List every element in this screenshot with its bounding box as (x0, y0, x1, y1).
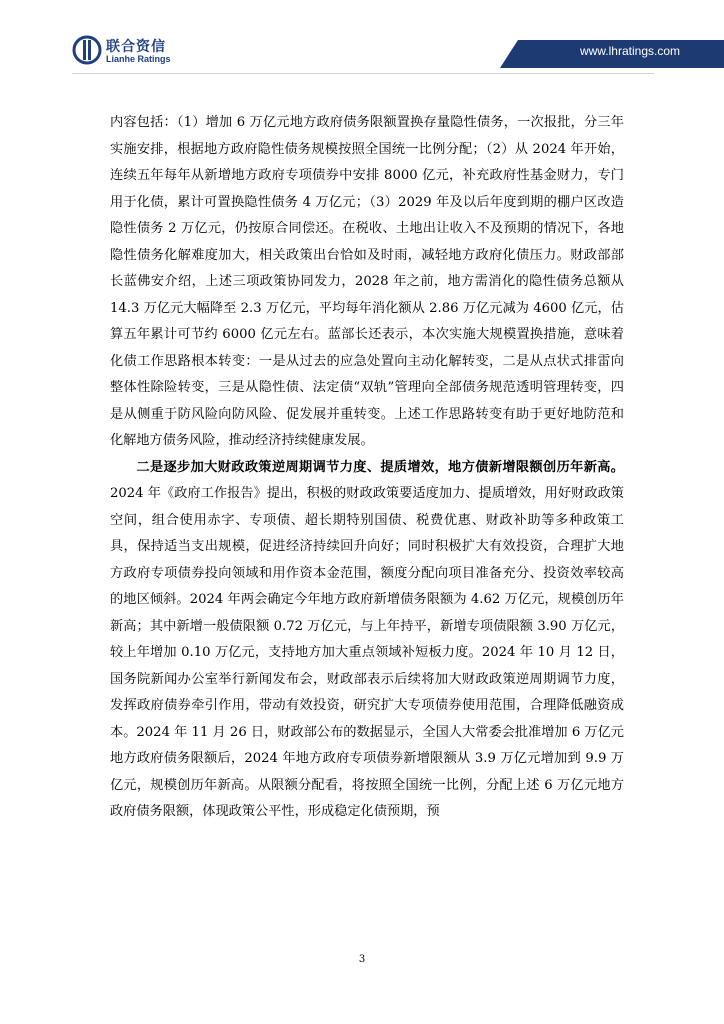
document-body (110, 110, 624, 826)
page-header (0, 0, 724, 80)
brand-name-en: Lianhe Ratings (106, 54, 171, 64)
brand-name-cn: 联合资信 (106, 39, 166, 55)
website-url[interactable]: www.lhratings.com (579, 44, 680, 58)
paragraph-continued: 内容包括：（1）增加 6 万亿元地方政府债务限额置换存量隐性债务，一次报批，分三年实施安排，根据地方政府隐性债务规模按照全国统一比例分配；（2）从 2024 年开始，连续五年每年从新增地方政府专项债券中安排 8000 亿元，补充政府性基金财力，专门用于化债，累计可置换隐性债务 4 万亿元；（3）2029 年及以后年度到期的棚户区改造隐性债务 2 万亿元，仍按原合同偿还。在税收、土地出让收入不及预期的情况下，各地隐性债务化解难度加大，相关政策出台恰如及时雨，减轻地方政府化债压力。财政部部长蓝佛安介绍，上述三项政策协同发力，2028 年之前，地方需消化的隐性债务总额从 14.3 万亿元大幅降至 2.3 万亿元，平均每年消化额从 2.86 万亿元减为 4600 亿元，估算五年累计可节约 6000 亿元左右。蓝部长还表示，本次实施大规模置换措施，意味着化债工作思路根本转变：一是从过去的应急处置向主动化解转变，二是从点状式排雷向整体性除险转变，三是从隐性债、法定债“双轨”管理向全部债务规范透明管理转变，四是从侧重于防风险向防风险、促发展并重转变。上述工作思路转变有助于更好地防范和化解地方债务风险，推动经济持续健康发展。 (110, 115, 624, 448)
page-number: 3 (358, 954, 366, 965)
paragraph-lead-bold: 二是逐步加大财政政策逆周期调节力度、提质增效，地方债新增限额创历年新高。 (136, 459, 624, 475)
header-divider (72, 73, 654, 74)
lianhe-logo-icon (72, 35, 102, 65)
paragraph-policy (110, 455, 624, 826)
paragraph-text: 2024 年《政府工作报告》提出，积极的财政政策要适度加力、提质增效，用好财政政策空间，组合使用赤字、专项债、超长期特别国债、税费优惠、财政补助等多种政策工具，保持适当支出规模，促进经济持续回升向好；同时积极扩大有效投资，合理扩大地方政府专项债券投向领域和用作资本金范围，额度分配向项目准备充分、投资效率较高的地区倾斜。2024 年两会确定今年地方政府新增债务限额为 4.62 万亿元，规模创历年新高；其中新增一般债限额 0.72 万亿元，与上年持平，新增专项债限额 3.90 万亿元，较上年增加 0.10 万亿元，支持地方加大重点领域补短板力度。2024 年 10 月 12 日，国务院新闻办公室举行新闻发布会，财政部表示后续将加大财政政策逆周期调节力度，发挥政府债券牵引作用，带动有效投资，研究扩大专项债券使用范围，合理降低融资成本。2024 年 11 月 26 日，财政部公布的数据显示，全国人大常委会批准增加 6 万亿元地方政府债务限额后，2024 年地方政府专项债券新增限额从 3.9 万亿元增加到 9.9 万亿元，规模创历年新高。从限额分配看，将按照全国统一比例，分配上述 6 万亿元地方政府债务限额，体现政策公平性，形成稳定化债预期，预 (110, 486, 624, 819)
